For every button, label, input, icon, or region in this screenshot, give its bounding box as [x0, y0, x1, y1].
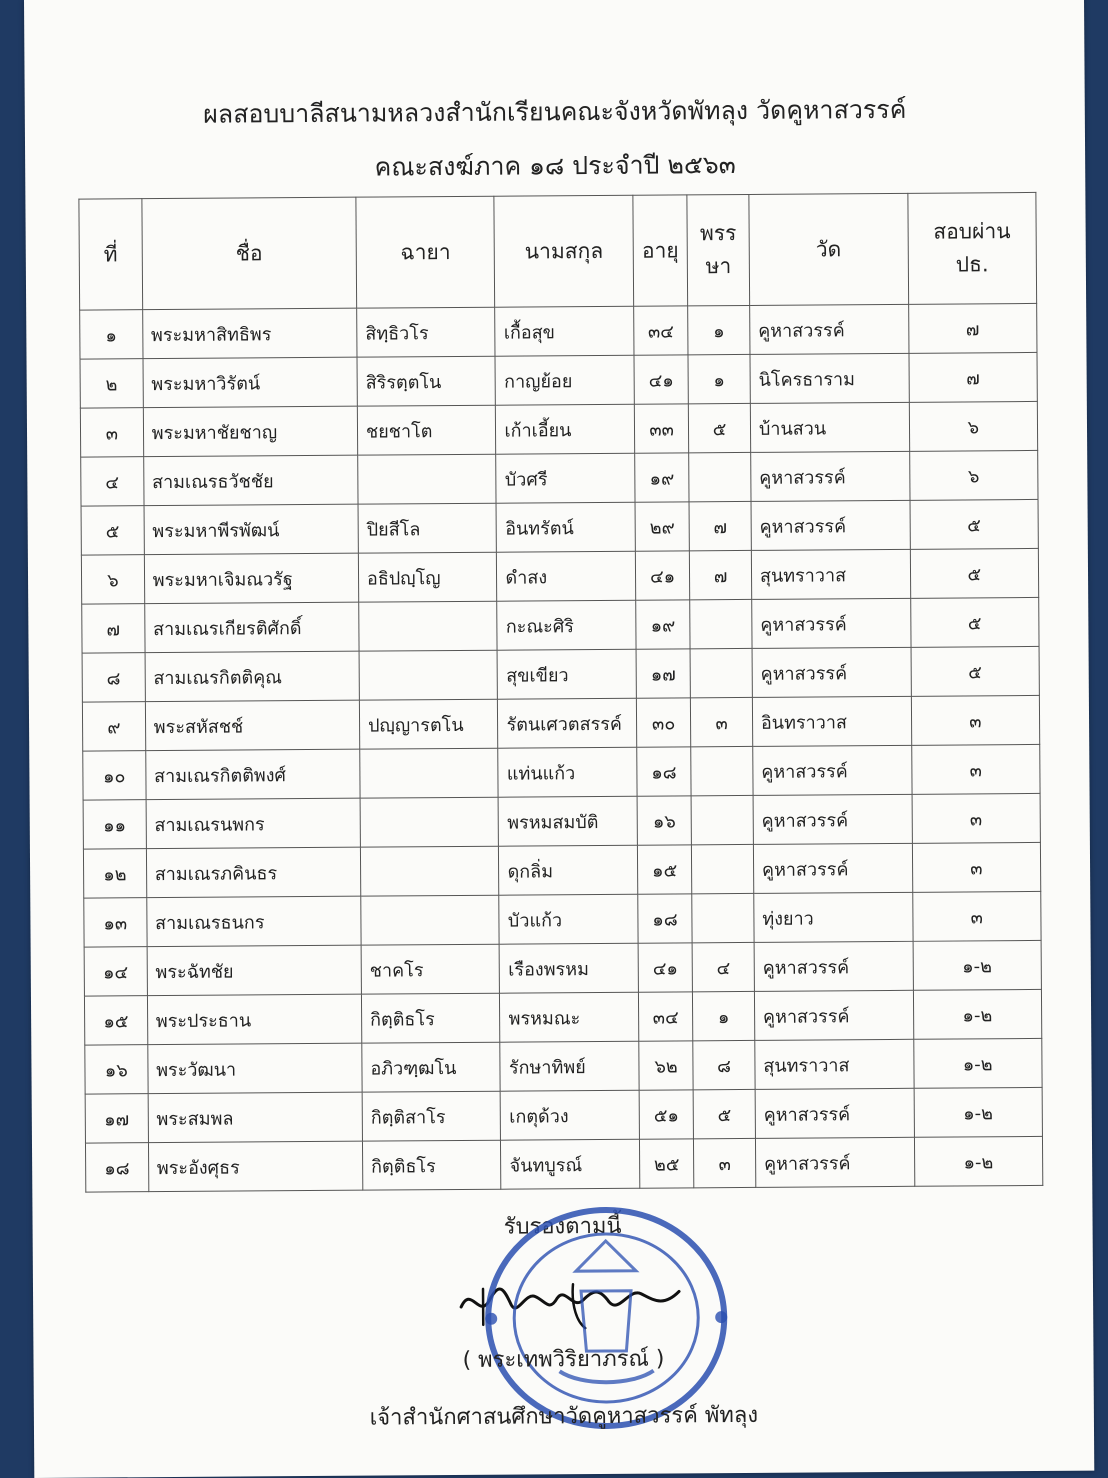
cell-age: ๑๙ — [636, 600, 691, 649]
cell-surname: รัตนเศวตสรรค์ — [498, 698, 637, 748]
cell-no: ๔ — [81, 457, 144, 506]
table-row — [82, 646, 1039, 702]
cell-chaya: ชาคโร — [361, 944, 500, 994]
cell-chaya — [360, 797, 499, 847]
cell-no: ๕ — [81, 506, 144, 555]
cell-age: ๖๒ — [639, 1041, 694, 1090]
header-wat: วัด — [749, 193, 908, 305]
cell-name: พระมหาชัยชาญ — [143, 406, 358, 456]
cell-chaya: สิทฺธิวโร — [357, 307, 496, 357]
cell-wat: คูหาสวรรค์ — [754, 941, 913, 991]
table-row — [83, 793, 1040, 849]
cell-pass: ๓ — [912, 891, 1041, 941]
cell-phansa — [691, 746, 753, 795]
table-row — [84, 989, 1041, 1045]
cell-wat: คูหาสวรรค์ — [752, 647, 911, 697]
cell-wat: นิโครธาราม — [750, 353, 909, 403]
cell-wat: อินทราวาส — [752, 696, 911, 746]
table-row — [83, 744, 1040, 800]
cell-name: พระมหาวิรัตน์ — [143, 357, 358, 407]
cell-no: ๘ — [82, 653, 145, 702]
cell-phansa: ๕ — [693, 1089, 755, 1138]
header-surname: นามสกุล — [494, 195, 633, 307]
cell-wat: สุนทราวาส — [755, 1039, 914, 1089]
cell-phansa — [690, 648, 752, 697]
cell-chaya: ชยชาโต — [357, 405, 496, 455]
cell-phansa: ๑ — [688, 305, 750, 354]
cell-name: พระอังศุธร — [148, 1141, 363, 1191]
cell-age: ๒๙ — [635, 502, 690, 551]
cell-age: ๑๗ — [636, 649, 691, 698]
cell-chaya: อภิวฑฺฒโน — [362, 1042, 501, 1092]
cell-pass: ๕ — [911, 646, 1040, 696]
cell-name: พระประธาน — [147, 994, 362, 1044]
table-row — [80, 401, 1037, 457]
header-name: ชื่อ — [142, 197, 357, 309]
cell-surname: ดุกลิ่ม — [499, 845, 638, 895]
cell-phansa: ๗ — [689, 501, 751, 550]
cell-chaya: สิริรตฺตโน — [357, 356, 496, 406]
table-row — [80, 352, 1037, 408]
cell-surname: เก้าเอี้ยน — [496, 404, 635, 454]
header-no: ที่ — [79, 199, 142, 310]
cell-name: พระมหาสิทธิพร — [142, 308, 357, 358]
cell-wat: ทุ่งยาว — [754, 892, 913, 942]
cell-pass: ๑-๒ — [913, 940, 1042, 990]
cell-name: พระมหาเจิมณวรัฐ — [144, 553, 359, 603]
cell-age: ๓๔ — [634, 306, 689, 355]
table-row — [84, 940, 1041, 996]
table-row — [84, 891, 1041, 947]
cell-phansa: ๑ — [688, 354, 750, 403]
cell-wat: คูหาสวรรค์ — [752, 598, 911, 648]
cell-age: ๓๓ — [634, 404, 689, 453]
cell-phansa — [692, 893, 754, 942]
cell-chaya — [360, 748, 499, 798]
cell-pass: ๑-๒ — [914, 1087, 1043, 1137]
cell-phansa: ๓ — [691, 697, 753, 746]
cell-age: ๑๖ — [637, 796, 692, 845]
cell-wat: คูหาสวรรค์ — [751, 451, 910, 501]
cell-surname: อินทรัตน์ — [496, 502, 635, 552]
signer-position: เจ้าสำนักศาสนศึกษาวัดคูหาสวรรค์ พัทลุง — [369, 1402, 759, 1431]
cell-pass: ๖ — [909, 450, 1038, 500]
header-pass-line1: สอบผ่าน — [933, 219, 1011, 244]
cell-chaya: ปิยสีโล — [358, 503, 497, 553]
cell-chaya: ปญฺญารตโน — [359, 699, 498, 749]
cell-surname: ดำสง — [497, 551, 636, 601]
cell-age: ๑๘ — [637, 747, 692, 796]
header-chaya: ฉายา — [356, 196, 495, 308]
cell-no: ๙ — [82, 702, 145, 751]
cell-no: ๑๗ — [85, 1094, 148, 1143]
cell-phansa: ๑ — [693, 991, 755, 1040]
cell-surname: บัวศรี — [496, 453, 635, 503]
cell-no: ๖ — [81, 555, 144, 604]
table-row — [82, 695, 1039, 751]
cell-age: ๔๑ — [638, 943, 693, 992]
cell-pass: ๓ — [912, 842, 1041, 892]
cell-wat: คูหาสวรรค์ — [751, 500, 910, 550]
cell-no: ๑๕ — [84, 996, 147, 1045]
cell-no: ๑๖ — [85, 1045, 148, 1094]
cell-wat: คูหาสวรรค์ — [753, 745, 912, 795]
cell-no: ๗ — [82, 604, 145, 653]
cell-surname: กะณะศิริ — [497, 600, 636, 650]
cell-name: สามเณรภคินธร — [146, 847, 361, 897]
cell-age: ๑๘ — [638, 894, 693, 943]
cell-phansa: ๕ — [689, 403, 751, 452]
cell-no: ๑๒ — [83, 849, 146, 898]
cell-pass: ๑-๒ — [913, 1038, 1042, 1088]
cell-no: ๑๓ — [84, 898, 147, 947]
header-phansa-line1: พรร — [699, 221, 737, 246]
cell-surname: เกื้อสุข — [495, 306, 634, 356]
cell-name: สามเณรนพกร — [146, 798, 361, 848]
cell-no: ๓ — [80, 408, 143, 457]
cell-chaya — [359, 650, 498, 700]
table-row — [81, 548, 1038, 604]
cell-age: ๑๕ — [637, 845, 692, 894]
cell-wat: คูหาสวรรค์ — [753, 843, 912, 893]
table-body — [80, 303, 1043, 1192]
cell-surname: กาญย้อย — [495, 355, 634, 405]
cell-age: ๔๑ — [634, 355, 689, 404]
cell-wat: บ้านสวน — [750, 402, 909, 452]
cell-name: สามเณรกิตติพงศ์ — [145, 749, 360, 799]
header-pass — [907, 192, 1036, 304]
cell-pass: ๖ — [909, 401, 1038, 451]
cell-surname: แท่นแก้ว — [498, 747, 637, 797]
cell-age: ๓๔ — [638, 992, 693, 1041]
cell-pass: ๓ — [911, 695, 1040, 745]
cell-pass: ๑-๒ — [914, 1136, 1043, 1186]
cell-name: สามเณรกิตติคุณ — [145, 651, 360, 701]
cell-pass: ๕ — [910, 499, 1039, 549]
cell-pass: ๕ — [910, 548, 1039, 598]
cell-wat: คูหาสวรรค์ — [755, 1137, 914, 1187]
cell-chaya — [361, 895, 500, 945]
cell-surname: พรหมณะ — [500, 992, 639, 1042]
cell-name: พระฉัทชัย — [147, 945, 362, 995]
cell-surname: เรืองพรหม — [500, 943, 639, 993]
cell-pass: ๗ — [908, 303, 1037, 353]
cell-age: ๕๑ — [639, 1090, 694, 1139]
cell-phansa — [692, 844, 754, 893]
results-table — [78, 192, 1043, 1193]
cell-name: พระมหาพีรพัฒน์ — [144, 504, 359, 554]
table-header-row — [79, 192, 1037, 310]
cell-wat: คูหาสวรรค์ — [750, 304, 909, 354]
cell-name: พระวัฒนา — [147, 1043, 362, 1093]
cell-surname: จันทบูรณ์ — [501, 1139, 640, 1189]
certify-text: รับรองตามนี้ — [503, 1213, 622, 1240]
cell-surname: สุขเขียว — [498, 649, 637, 699]
cell-chaya: กิตฺติธโร — [362, 1140, 501, 1190]
cell-phansa — [691, 795, 753, 844]
header-pass-line2: ปธ. — [955, 252, 989, 277]
table-row — [83, 842, 1040, 898]
cell-wat: คูหาสวรรค์ — [753, 794, 912, 844]
cell-name: สามเณรธนกร — [146, 896, 361, 946]
cell-surname: บัวแก้ว — [499, 894, 638, 944]
cell-pass: ๓ — [911, 744, 1040, 794]
cell-chaya — [358, 454, 497, 504]
cell-phansa: ๗ — [690, 550, 752, 599]
cell-no: ๒ — [80, 359, 143, 408]
table-row — [85, 1087, 1042, 1143]
cell-phansa: ๓ — [694, 1138, 756, 1187]
cell-chaya: กิตฺติธโร — [361, 993, 500, 1043]
header-phansa — [687, 194, 749, 305]
cell-age: ๒๕ — [639, 1139, 694, 1188]
cell-pass: ๗ — [909, 352, 1038, 402]
cell-chaya — [359, 601, 498, 651]
cell-wat: สุนทราวาส — [751, 549, 910, 599]
cell-phansa: ๔ — [692, 942, 754, 991]
header-phansa-line2: ษา — [705, 254, 732, 279]
table-row — [85, 1038, 1042, 1094]
cell-surname: พรหมสมบัติ — [499, 796, 638, 846]
cell-no: ๑๔ — [84, 947, 147, 996]
cell-wat: คูหาสวรรค์ — [754, 990, 913, 1040]
document-page — [24, 0, 1094, 1478]
cell-name: สามเณรเกียรติศักดิ์ — [144, 602, 359, 652]
cell-chaya: อธิปญฺโญ — [358, 552, 497, 602]
cell-age: ๔๑ — [635, 551, 690, 600]
table-row — [82, 597, 1039, 653]
signer-name: ( พระเทพวิริยาภรณ์ ) — [462, 1346, 665, 1373]
table-row — [80, 303, 1037, 359]
cell-chaya — [360, 846, 499, 896]
table-row — [81, 450, 1038, 506]
cell-age: ๓๐ — [636, 698, 691, 747]
cell-phansa — [689, 452, 751, 501]
document-subtitle: คณะสงฆ์ภาค ๑๘ ประจำปี ๒๕๖๓ — [374, 150, 736, 182]
cell-name: สามเณรธวัชชัย — [143, 455, 358, 505]
cell-wat: คูหาสวรรค์ — [755, 1088, 914, 1138]
cell-no: ๑๑ — [83, 800, 146, 849]
cell-surname: เกตุด้วง — [501, 1090, 640, 1140]
cell-phansa — [690, 599, 752, 648]
table-row — [85, 1136, 1042, 1192]
cell-pass: ๓ — [912, 793, 1041, 843]
cell-no: ๑ — [80, 310, 143, 359]
cell-pass: ๕ — [910, 597, 1039, 647]
cell-name: พระสหัสชช์ — [145, 700, 360, 750]
cell-no: ๑๐ — [83, 751, 146, 800]
cell-pass: ๑-๒ — [913, 989, 1042, 1039]
table-row — [81, 499, 1038, 555]
cell-no: ๑๘ — [85, 1143, 148, 1192]
cell-surname: รักษาทิพย์ — [500, 1041, 639, 1091]
cell-name: พระสมพล — [148, 1092, 363, 1142]
document-title: ผลสอบบาลีสนามหลวงสำนักเรียนคณะจังหวัดพัทลุง วัดคูหาสวรรค์ — [203, 94, 907, 129]
header-age: อายุ — [633, 195, 688, 306]
cell-phansa: ๘ — [693, 1040, 755, 1089]
cell-age: ๑๙ — [635, 453, 690, 502]
cell-chaya: กิตฺติสาโร — [362, 1091, 501, 1141]
